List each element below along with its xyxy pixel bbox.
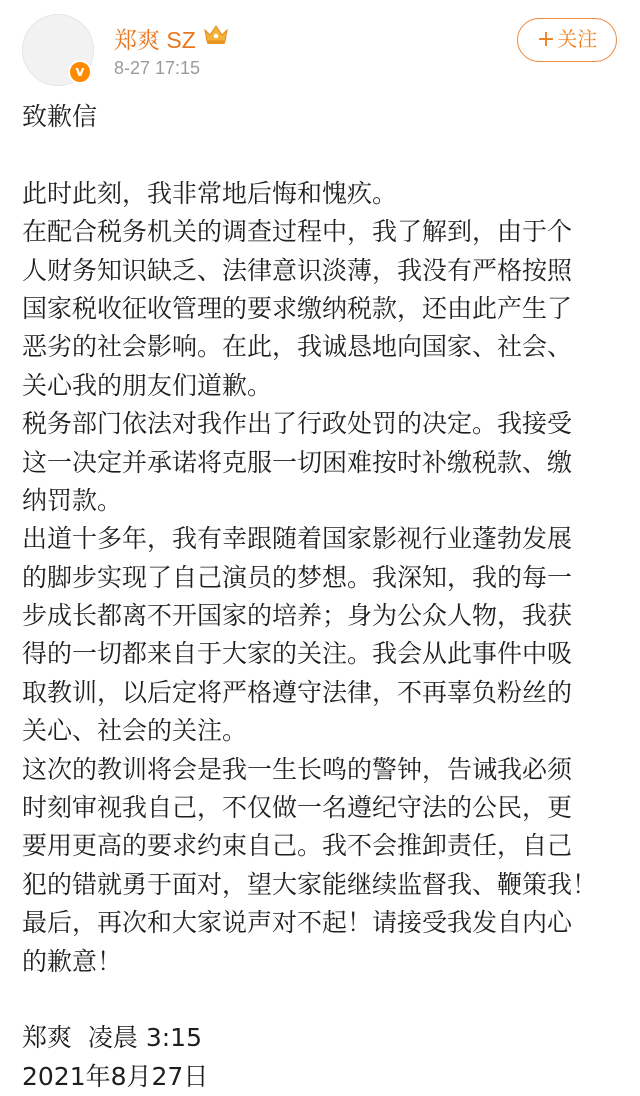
body-line: 的歉意！	[22, 946, 123, 976]
post-header	[0, 0, 640, 95]
signature: 郑爽 凌晨 3:15	[22, 1023, 202, 1053]
body-line: 步成长都离不开国家的培养；身为公众人物，我获	[22, 601, 573, 631]
crown-icon	[202, 22, 230, 46]
body-line: 要用更高的要求约束自己。我不会推卸责任，自己	[22, 831, 573, 861]
body-line: 恶劣的社会影响。在此，我诚恳地向国家、社会、	[22, 332, 573, 362]
post-time: 8-27 17:15	[114, 58, 201, 78]
verified-badge-icon: v	[68, 60, 92, 84]
body-line: 得的一切都来自于大家的关注。我会从此事件中吸	[22, 639, 573, 669]
body-line: 时刻审视我自己，不仅做一名遵纪守法的公民，更	[22, 793, 573, 823]
letter-title: 致歉信	[22, 102, 98, 131]
body-line: 关心我的朋友们道歉。	[22, 370, 273, 400]
body-line: 税务部门依法对我作出了行政处罚的决定。我接受	[22, 409, 573, 439]
plus-icon: +	[536, 27, 556, 52]
author-name[interactable]: 郑爽 SZ	[114, 27, 196, 53]
body-line: 犯的错就勇于面对，望大家能继续监督我、鞭策我！	[22, 869, 598, 899]
body-line: 取教训，以后定将严格遵守法律，不再辜负粉丝的	[22, 677, 573, 707]
spacer	[22, 981, 622, 1019]
follow-label: 关注	[557, 27, 598, 51]
body-line: 人财务知识缺乏、法律意识淡薄，我没有严格按照	[22, 255, 573, 285]
body-line: 出道十多年，我有幸跟随着国家影视行业蓬勃发展	[22, 524, 573, 554]
body-line: 纳罚款。	[22, 485, 123, 515]
body-line: 最后，再次和大家说声对不起！请接受我发自内心	[22, 908, 573, 938]
body-line: 此时此刻，我非常地后悔和愧疚。	[22, 178, 398, 208]
body-line: 国家税收征收管理的要求缴纳税款，还由此产生了	[22, 293, 573, 323]
post-body	[22, 98, 622, 1096]
body-line: 这一决定并承诺将克服一切困难按时补缴税款、缴	[22, 447, 573, 477]
body-line: 在配合税务机关的调查过程中，我了解到，由于个	[22, 217, 573, 247]
body-line: 的脚步实现了自己演员的梦想。我深知，我的每一	[22, 562, 573, 592]
body-line: 关心、社会的关注。	[22, 716, 248, 746]
letter-date: 2021年8月27日	[22, 1061, 209, 1091]
follow-button[interactable]	[517, 18, 617, 62]
body-line: 这次的教训将会是我一生长鸣的警钟，告诫我必须	[22, 754, 573, 784]
spacer	[22, 136, 622, 174]
